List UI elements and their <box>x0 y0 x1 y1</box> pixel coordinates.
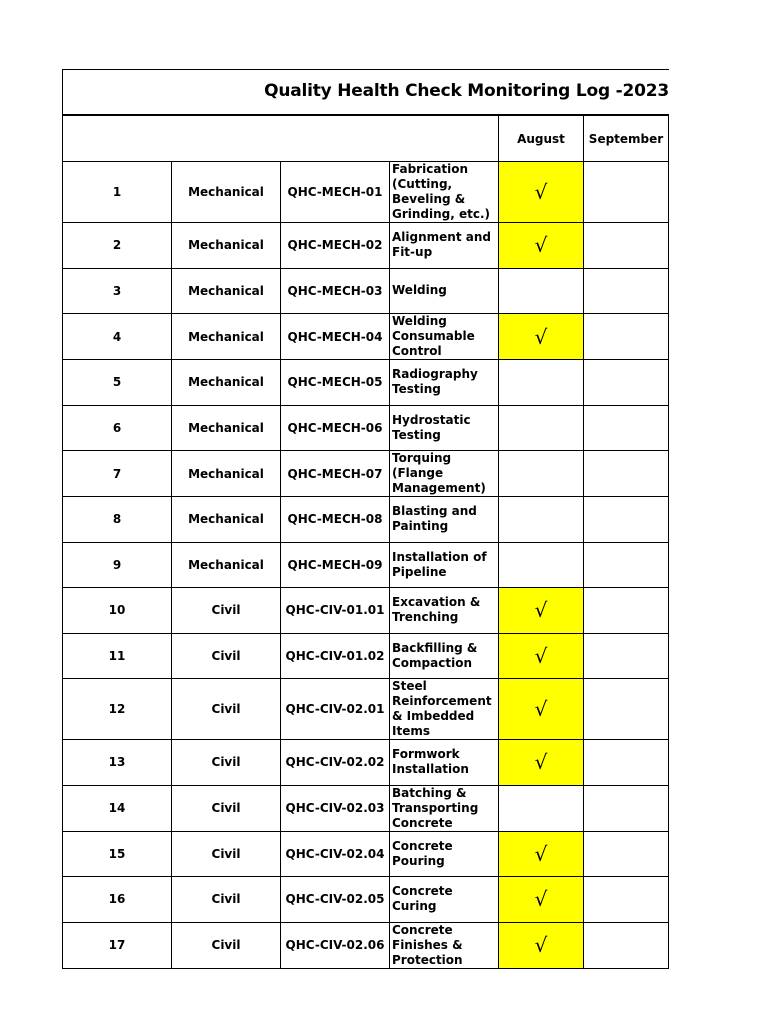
september-check-cell <box>584 162 669 223</box>
row-number-cell: 13 <box>63 740 172 786</box>
title-row <box>62 69 669 115</box>
table-row <box>63 451 669 497</box>
august-check-cell: √ <box>499 922 584 968</box>
table-row <box>63 785 669 831</box>
activity-cell: Concrete Finishes & Protection <box>390 922 499 968</box>
activity-cell: Torquing (Flange Management) <box>390 451 499 497</box>
row-number-cell: 7 <box>63 451 172 497</box>
discipline-cell: Civil <box>172 679 281 740</box>
discipline-cell: Mechanical <box>172 360 281 406</box>
september-check-cell <box>584 314 669 360</box>
table-row <box>63 268 669 314</box>
discipline-cell: Civil <box>172 785 281 831</box>
row-number-cell: 6 <box>63 405 172 451</box>
monitoring-log-sheet <box>62 69 669 969</box>
september-check-cell <box>584 679 669 740</box>
row-number-cell: 1 <box>63 162 172 223</box>
august-check-cell: √ <box>499 679 584 740</box>
discipline-cell: Mechanical <box>172 314 281 360</box>
discipline-cell: Civil <box>172 831 281 877</box>
table-row <box>63 542 669 588</box>
table-row <box>63 633 669 679</box>
code-cell: QHC-CIV-02.06 <box>281 922 390 968</box>
code-cell: QHC-CIV-01.01 <box>281 588 390 634</box>
august-check-cell: √ <box>499 223 584 269</box>
activity-cell: Welding <box>390 268 499 314</box>
table-row <box>63 360 669 406</box>
activity-cell: Hydrostatic Testing <box>390 405 499 451</box>
september-check-cell <box>584 268 669 314</box>
table-row <box>63 679 669 740</box>
page-title: Quality Health Check Monitoring Log -2023 <box>264 81 669 101</box>
august-check-cell <box>499 497 584 543</box>
september-check-cell <box>584 497 669 543</box>
discipline-cell: Civil <box>172 588 281 634</box>
code-cell: QHC-CIV-02.04 <box>281 831 390 877</box>
code-cell: QHC-MECH-03 <box>281 268 390 314</box>
discipline-cell: Mechanical <box>172 223 281 269</box>
row-number-cell: 11 <box>63 633 172 679</box>
row-number-cell: 5 <box>63 360 172 406</box>
header-month-august: August <box>499 116 584 162</box>
table-row <box>63 588 669 634</box>
code-cell: QHC-MECH-09 <box>281 542 390 588</box>
row-number-cell: 4 <box>63 314 172 360</box>
code-cell: QHC-CIV-01.02 <box>281 633 390 679</box>
september-check-cell <box>584 740 669 786</box>
row-number-cell: 16 <box>63 877 172 923</box>
log-table <box>62 115 669 969</box>
august-check-cell: √ <box>499 740 584 786</box>
activity-cell: Welding Consumable Control <box>390 314 499 360</box>
activity-cell: Steel Reinforcement & Imbedded Items <box>390 679 499 740</box>
row-number-cell: 9 <box>63 542 172 588</box>
august-check-cell <box>499 451 584 497</box>
code-cell: QHC-MECH-08 <box>281 497 390 543</box>
table-row <box>63 877 669 923</box>
code-cell: QHC-CIV-02.02 <box>281 740 390 786</box>
activity-cell: Backfilling & Compaction <box>390 633 499 679</box>
row-number-cell: 3 <box>63 268 172 314</box>
september-check-cell <box>584 877 669 923</box>
table-row <box>63 314 669 360</box>
table-row <box>63 162 669 223</box>
august-check-cell <box>499 360 584 406</box>
code-cell: QHC-MECH-04 <box>281 314 390 360</box>
code-cell: QHC-MECH-01 <box>281 162 390 223</box>
august-check-cell: √ <box>499 877 584 923</box>
activity-cell: Concrete Pouring <box>390 831 499 877</box>
row-number-cell: 10 <box>63 588 172 634</box>
code-cell: QHC-MECH-07 <box>281 451 390 497</box>
discipline-cell: Mechanical <box>172 405 281 451</box>
row-number-cell: 8 <box>63 497 172 543</box>
september-check-cell <box>584 831 669 877</box>
activity-cell: Concrete Curing <box>390 877 499 923</box>
row-number-cell: 15 <box>63 831 172 877</box>
table-row <box>63 223 669 269</box>
table-row <box>63 405 669 451</box>
august-check-cell: √ <box>499 588 584 634</box>
code-cell: QHC-CIV-02.05 <box>281 877 390 923</box>
activity-cell: Batching & Transporting Concrete <box>390 785 499 831</box>
august-check-cell: √ <box>499 314 584 360</box>
table-row <box>63 497 669 543</box>
discipline-cell: Mechanical <box>172 497 281 543</box>
header-month-september: September <box>584 116 669 162</box>
september-check-cell <box>584 360 669 406</box>
september-check-cell <box>584 922 669 968</box>
table-row <box>63 831 669 877</box>
september-check-cell <box>584 633 669 679</box>
code-cell: QHC-MECH-05 <box>281 360 390 406</box>
august-check-cell <box>499 405 584 451</box>
august-check-cell <box>499 542 584 588</box>
code-cell: QHC-CIV-02.01 <box>281 679 390 740</box>
august-check-cell <box>499 785 584 831</box>
discipline-cell: Civil <box>172 633 281 679</box>
august-check-cell <box>499 268 584 314</box>
code-cell: QHC-MECH-02 <box>281 223 390 269</box>
row-number-cell: 17 <box>63 922 172 968</box>
activity-cell: Alignment and Fit-up <box>390 223 499 269</box>
discipline-cell: Civil <box>172 877 281 923</box>
discipline-cell: Civil <box>172 922 281 968</box>
discipline-cell: Mechanical <box>172 162 281 223</box>
activity-cell: Blasting and Painting <box>390 497 499 543</box>
september-check-cell <box>584 542 669 588</box>
header-blank-cell <box>63 116 499 162</box>
discipline-cell: Civil <box>172 740 281 786</box>
activity-cell: Excavation & Trenching <box>390 588 499 634</box>
discipline-cell: Mechanical <box>172 542 281 588</box>
september-check-cell <box>584 451 669 497</box>
discipline-cell: Mechanical <box>172 451 281 497</box>
row-number-cell: 14 <box>63 785 172 831</box>
table-row <box>63 922 669 968</box>
activity-cell: Radiography Testing <box>390 360 499 406</box>
header-row <box>63 116 669 162</box>
code-cell: QHC-CIV-02.03 <box>281 785 390 831</box>
table-row <box>63 740 669 786</box>
discipline-cell: Mechanical <box>172 268 281 314</box>
september-check-cell <box>584 588 669 634</box>
row-number-cell: 12 <box>63 679 172 740</box>
activity-cell: Fabrication (Cutting, Beveling & Grinding, etc.) <box>390 162 499 223</box>
activity-cell: Formwork Installation <box>390 740 499 786</box>
august-check-cell: √ <box>499 831 584 877</box>
august-check-cell: √ <box>499 633 584 679</box>
september-check-cell <box>584 223 669 269</box>
row-number-cell: 2 <box>63 223 172 269</box>
september-check-cell <box>584 405 669 451</box>
code-cell: QHC-MECH-06 <box>281 405 390 451</box>
activity-cell: Installation of Pipeline <box>390 542 499 588</box>
september-check-cell <box>584 785 669 831</box>
august-check-cell: √ <box>499 162 584 223</box>
